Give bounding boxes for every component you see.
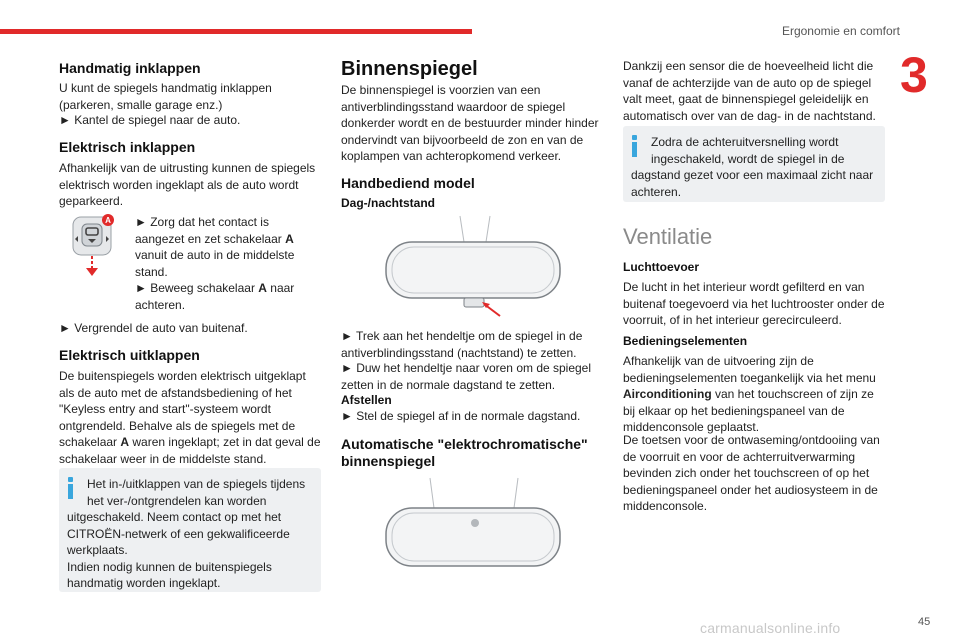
heading-adjust: Afstellen	[341, 393, 392, 407]
info-icon	[67, 477, 75, 499]
watermark: carmanualsonline.info	[700, 620, 841, 636]
mirror-switch-icon	[70, 214, 116, 278]
text-sensor: Dankzij een sensor die de hoeveelheid licht die vanaf de achterzijde van de auto op de spiegel valt meet, gaat de binnenspiegel geleidelijk en automatisch over van de dag- in de nachtstand.	[623, 59, 876, 123]
bullet-push-lever: ► Duw het hendeltje naar voren om de spiegel zetten in de normale dagstand te zetten.	[341, 361, 592, 392]
heading-ventilation: Ventilatie	[623, 224, 713, 249]
text-electric-fold: Afhankelijk van de uitrusting kunnen de spiegels elektrisch worden ingeklapt als de auto wordt geparkeerd.	[59, 161, 316, 208]
text-defrost: De toetsen voor de ontwaseming/ontdooiing van de voorruit en voor de achterruitverwarming bevinden zich onder het touchscreen of op het bedieningspaneel onder het audiosysteem in de middenconsole.	[623, 433, 880, 513]
text-electric-unfold: De buitenspiegels worden elektrisch uitgeklapt als de auto met de afstandsbediening of het "Keyless entry and start"-systeem wordt ontgrendeld. Behalve als de spiegels met de schakelaar A waren ingeklapt; zet in dat geval de schakelaar weer in de middelste stand.	[59, 369, 321, 466]
info-icon	[631, 135, 639, 157]
switch-badge-label: A	[105, 216, 111, 225]
bullet-lock-car: ► Vergrendel de auto van buitenaf.	[59, 321, 248, 335]
text-controls: Afhankelijk van de uitvoering zijn de bedieningselementen toegankelijk via het menu Airconditioning van het touchscreen of zijn ze bij elkaar op het bedieningspaneel van de middenconsole geplaatst.	[623, 354, 876, 434]
heading-controls: Bedieningselementen	[623, 334, 748, 348]
heading-electric-fold: Elektrisch inklappen	[59, 139, 196, 155]
heading-air-supply: Luchttoevoer	[623, 260, 700, 274]
heading-electric-unfold: Elektrisch uitklappen	[59, 347, 200, 363]
step-list	[135, 214, 315, 313]
heading-manual-model: Handbediend model	[341, 175, 475, 191]
info-note-reverse: Zodra de achteruitversnelling wordt ingeschakeld, wordt de spiegel in de dagstand gezet voor een maximaal zicht naar achteren.	[623, 126, 885, 202]
heading-interior-mirror: Binnenspiegel	[341, 58, 478, 80]
header-accent-bar	[0, 29, 472, 34]
bullet-adjust: ► Stel de spiegel af in de normale dagstand.	[341, 409, 581, 423]
page-number: 45	[918, 616, 931, 628]
electrochromatic-mirror-illustration	[378, 476, 568, 576]
text-manual-fold: U kunt de spiegels handmatig inklappen (parkeren, smalle garage enz.)	[59, 81, 272, 112]
heading-manual-fold: Handmatig inklappen	[59, 60, 201, 76]
section-title: Ergonomie en comfort	[781, 24, 900, 38]
text-air-supply: De lucht in het interieur wordt gefilterd en van buitenaf toegevoerd via het luchtrooster onder de voorruit, of in het interieur gerecirculeerd.	[623, 280, 885, 327]
step-2: ► Beweeg schakelaar A naar achteren.	[135, 281, 295, 312]
step-1: ► Zorg dat het contact is aangezet en zet schakelaar A vanuit de auto in de middelste stand.	[135, 215, 295, 279]
bullet-pull-lever: ► Trek aan het hendeltje om de spiegel in de antiverblindingsstand (nachtstand) te zetten.	[341, 329, 583, 360]
bullet-manual-fold: ► Kantel de spiegel naar de auto.	[59, 113, 241, 127]
chapter-number: 3	[900, 47, 928, 103]
heading-day-night: Dag-/nachtstand	[341, 196, 436, 210]
heading-auto-mirror: Automatische "elektrochromatische" binnenspiegel	[341, 436, 588, 469]
text-interior-mirror: De binnenspiegel is voorzien van een antiverblindingsstand waardoor de spiegel donkerder wordt en de bestuurder minder hinder ondervindt van bijvoorbeeld de zon en van de koplampen van achteropkomend verkeer.	[341, 83, 599, 163]
manual-mirror-illustration	[378, 212, 568, 328]
info-note-fold: Het in-/uitklappen van de spiegels tijdens het ver-/ontgrendelen kan worden uitgeschakeld. Neem contact op met het CITROËN-netwerk of een gekwalificeerde werkplaats. Indien nodig kunnen de buitenspiegels handmatig worden ingeklapt.	[59, 468, 321, 592]
